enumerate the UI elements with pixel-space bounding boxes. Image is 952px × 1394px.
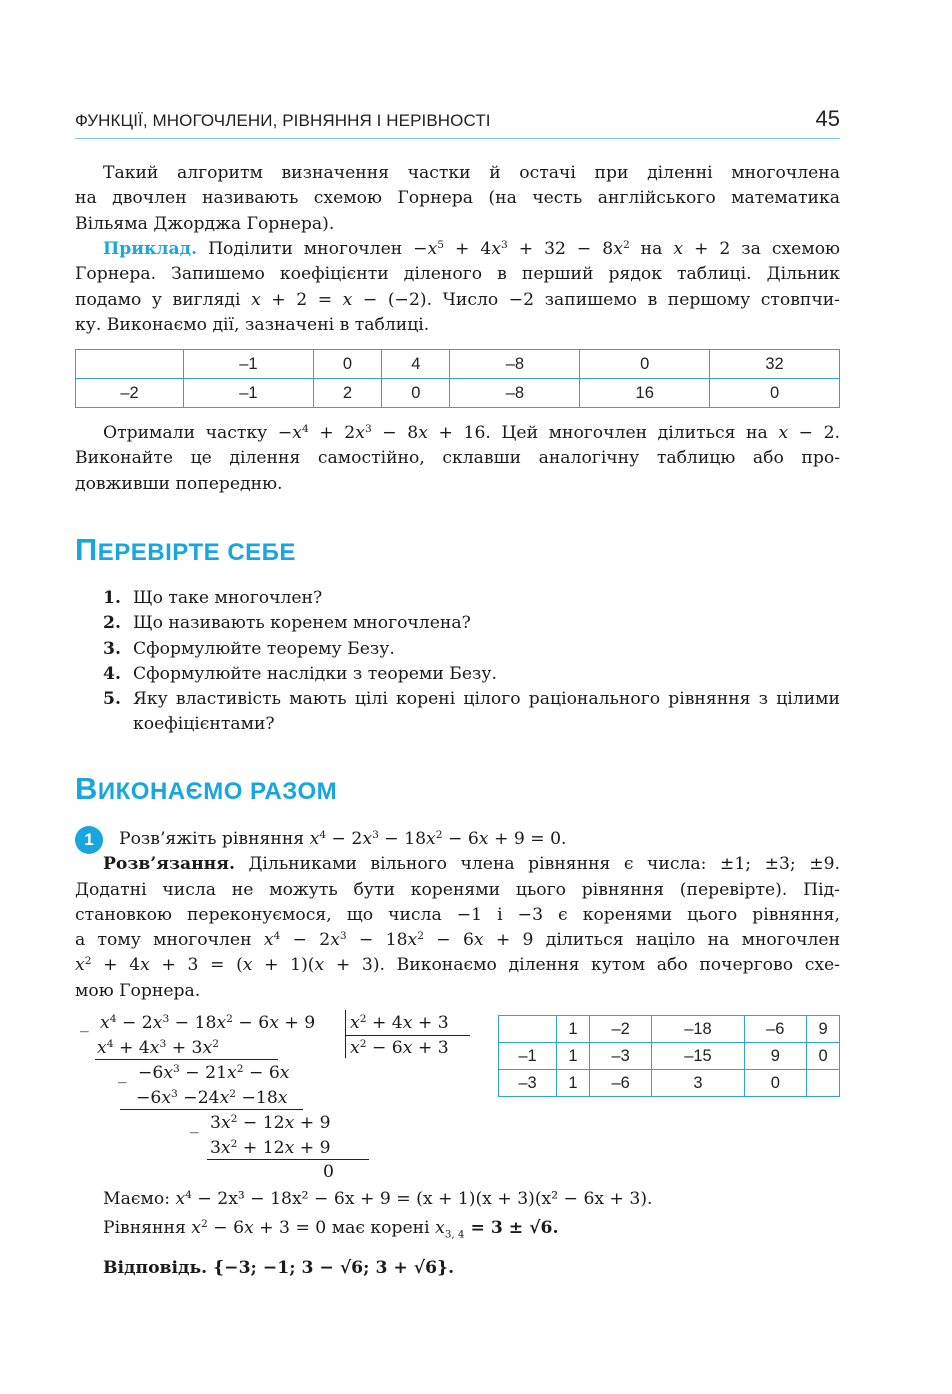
horner-table-1: [75, 349, 840, 408]
table-cell: 2: [313, 379, 381, 408]
intro-paragraph: [75, 161, 840, 237]
roots-line: Рівняння $x^2 - 6x + 3 = 0$ має корені $x_{3, 4} = 3 \pm √6$.: [103, 1217, 559, 1241]
table-cell: 0: [710, 379, 840, 408]
table-row: [499, 1070, 840, 1097]
table-cell: 0: [382, 379, 450, 408]
table-cell: 3: [652, 1070, 744, 1097]
table-cell: 0: [580, 350, 710, 379]
table-cell: –2: [76, 379, 184, 408]
table-cell: –8: [450, 379, 580, 408]
example-paragraph: Приклад. Поділити многочлен $-x^5 + 4x^3 + 32 - 8x^2$ на x + 2 за схемою Горнера. Запишемо коефіцієнти діленого в перший рядок таблиці. Дільник подамо у вигляді x + 2 = x − (−2). Число −2 запишемо в першому стовпчи- ку. Виконаємо дії, зазначені в таблиці.: [75, 237, 840, 338]
table-cell: 9: [744, 1043, 807, 1070]
textbook-page: ФУНКЦІЇ, МНОГОЧЛЕНИ, РІВНЯННЯ І НЕРІВНОСТІ 45 Такий алгоритм визначення частки й остачі при діленні многочлена на двочлен називають схемою Горнера (на честь англійського математика Вільяма Джорджа Горнера). Приклад. Поділити многочлен $-x^5 + 4x^3 + 32 - 8x^2$ на x + 2 за схемою Горнера. Запишемо коефіцієнти діленого в перший рядок таблиці. Дільник подамо у вигляді x + 2 = x − (−2). Число −2 запишемо в першому стовпчи- ку. Виконаємо дії, зазначені в таблиці. –1 0 4 –8 0 32 –2 –1 2 0 –8 16 0 Отримали частку $-x^4 + 2x^3 - 8x + 16$. Цей многочлен ділиться на x − 2. Виконайте це ділення самостійно, склавши аналогічну таблицю або про- довживши попередню. ПЕРЕВІРТЕ СЕБЕ 1. Що таке многочлен? 2. Що називають коренем многочлена? 3. Сформулюйте теорему Безу. 4. Сформулюйте наслідки з теореми Безу. 5. Яку властивість мають цілі корені цілого раціонального рівняння з цілими коефіцієнтами? ВИКОНАЄМО РАЗОМ 1 Розв’яжіть рівняння $x^4 - 2x^3 - 18x^2 - 6x + 9 = 0$. Розв’язання. Дільниками вільного члена рівняння є числа: ±1; ±3; ±9. Додатні числа не можуть бути коренями цього рівняння (перевірте). Під- становкою переконуємося, що числа −1 і −3 є коренями цього рівняння, а тому многочлен $x^4 - 2x^3 - 18x^2 - 6x + 9$ ділиться націло на многочлен $x^2 + 4x + 3 = (x + 1)(x + 3)$. Виконаємо ділення кутом або почергово схе- мою Горнера. _ $x^4 - 2x^3 - 18x^2 - 6x + 9$ $x^2 + 4x + 3$ $x^2 - 6x + 3$ $x^4 + 4x^3 + 3x^2$ _ $-6x^3 - 21x^2 - 6x$ $-6x^3 -24x^2 -18x$ _ $3x^2 - 12x + 9$ $3x^2 + 12x + 9$ 0 1 –2 –18 –6 9 –1 1 –3 –15 9 0 –3 1 –6 3 0 Маємо: $x^4 - 2x^3 - 18x^2 - 6x + 9 = (x + 1)(x + 3)(x^2 - 6x + 3)$. Рівняння $x^2 - 6x + 3 = 0$ має корені $x_{3, 4} = 3 \pm √6$. Відповідь. {−3; −1; 3 − √6; 3 + √6}.: [75, 106, 841, 1278]
list-item: 5. Яку властивість мають цілі корені цілого раціонального рівняння з цілими коефіцієнтами?: [103, 689, 840, 735]
header-title: ФУНКЦІЇ, МНОГОЧЛЕНИ, РІВНЯННЯ І НЕРІВНОСТІ: [75, 111, 491, 130]
solution-line: мою Горнера.: [75, 980, 201, 1001]
table-cell: –1: [184, 379, 314, 408]
result-paragraph: Отримали частку $-x^4 + 2x^3 - 8x + 16$. Цей многочлен ділиться на x − 2. Виконайте це ділення самостійно, склавши аналогічну таблицю або про- довживши попередню.: [75, 421, 840, 497]
table-cell: [76, 350, 184, 379]
table-cell: –6: [744, 1016, 807, 1043]
result-line: Виконайте це ділення самостійно, склавши аналогічну таблицю або про-: [75, 448, 840, 469]
task-and-solution: Розв’яжіть рівняння $x^4 - 2x^3 - 18x^2 - 6x + 9 = 0$. Розв’язання. Дільниками вільного члена рівняння є числа: ±1; ±3; ±9. Додатні числа не можуть бути коренями цього рівняння (перевірте). Під- становкою переконуємося, що числа −1 і −3 є коренями цього рівняння, а тому многочлен $x^4 - 2x^3 - 18x^2 - 6x + 9$ ділиться націло на многочлен $x^2 + 4x + 3 = (x + 1)(x + 3)$. Виконаємо ділення кутом або почергово схе- мою Горнера.: [75, 827, 840, 1004]
example-label: Приклад.: [103, 239, 198, 259]
example-line: Горнера. Запишемо коефіцієнти діленого в перший рядок таблиці. Дільник: [75, 264, 840, 285]
list-item: 4. Сформулюйте наслідки з теореми Безу.: [103, 663, 497, 684]
table-cell: –1: [184, 350, 314, 379]
questions-list: [103, 586, 840, 738]
table-cell: 1: [557, 1070, 590, 1097]
intro-line: Такий алгоритм визначення частки й остачі при діленні многочлена: [103, 163, 840, 183]
table-cell: [499, 1016, 557, 1043]
table-cell: 1: [557, 1016, 590, 1043]
task-number-badge: 1: [75, 826, 103, 854]
table-cell: –3: [589, 1043, 652, 1070]
solution-line: Додатні числа не можуть бути коренями цього рівняння (перевірте). Під-: [75, 879, 840, 900]
task-statement: Розв’яжіть рівняння $x^4 - 2x^3 - 18x^2 - 6x + 9 = 0$.: [119, 828, 567, 849]
intro-line: Вільяма Джорджа Горнера).: [75, 213, 335, 234]
intro-line: на двочлен називають схемою Горнера (на честь англійського математика: [75, 188, 840, 209]
table-row: [499, 1016, 840, 1043]
table-cell: [807, 1070, 840, 1097]
table-cell: 16: [580, 379, 710, 408]
table-cell: 9: [807, 1016, 840, 1043]
factorization-line: Маємо: $x^4 - 2x^3 - 18x^2 - 6x + 9 = (x + 1)(x + 3)(x^2 - 6x + 3)$.: [103, 1188, 653, 1209]
table-row: [76, 379, 840, 408]
solution-line: становкою переконуємося, що числа −1 і −3 є коренями цього рівняння,: [75, 904, 840, 925]
answer-label: Відповідь.: [103, 1258, 208, 1278]
table-cell: 4: [382, 350, 450, 379]
table-cell: –1: [499, 1043, 557, 1070]
table-cell: 0: [744, 1070, 807, 1097]
list-item: 2. Що називають коренем многочлена?: [103, 613, 471, 634]
answer-line: [103, 1257, 454, 1279]
example-line: ку. Виконаємо дії, зазначені в таблиці.: [75, 314, 430, 335]
page-number: 45: [815, 106, 840, 131]
table-cell: 1: [557, 1043, 590, 1070]
table-cell: –8: [450, 350, 580, 379]
solution-label: Розв’язання.: [103, 854, 235, 875]
table-row: [76, 350, 840, 379]
answer-value: {−3; −1; 3 − √6; 3 + √6}.: [207, 1258, 455, 1278]
running-header: [75, 108, 840, 139]
table-cell: 32: [710, 350, 840, 379]
table-cell: –3: [499, 1070, 557, 1097]
table-cell: –2: [589, 1016, 652, 1043]
table-cell: –15: [652, 1043, 744, 1070]
table-cell: 0: [807, 1043, 840, 1070]
table-cell: 0: [313, 350, 381, 379]
table-row: [499, 1043, 840, 1070]
section-heading-check-yourself: ПЕРЕВІРТЕ СЕБЕ: [75, 532, 296, 567]
list-item: 1. Що таке многочлен?: [103, 588, 323, 608]
table-cell: –18: [652, 1016, 744, 1043]
list-item: 3. Сформулюйте теорему Безу.: [103, 638, 395, 659]
result-line: довживши попередню.: [75, 473, 283, 494]
horner-table-2: [498, 1015, 840, 1097]
table-cell: –6: [589, 1070, 652, 1097]
section-heading-do-together: ВИКОНАЄМО РАЗОМ: [75, 771, 338, 806]
